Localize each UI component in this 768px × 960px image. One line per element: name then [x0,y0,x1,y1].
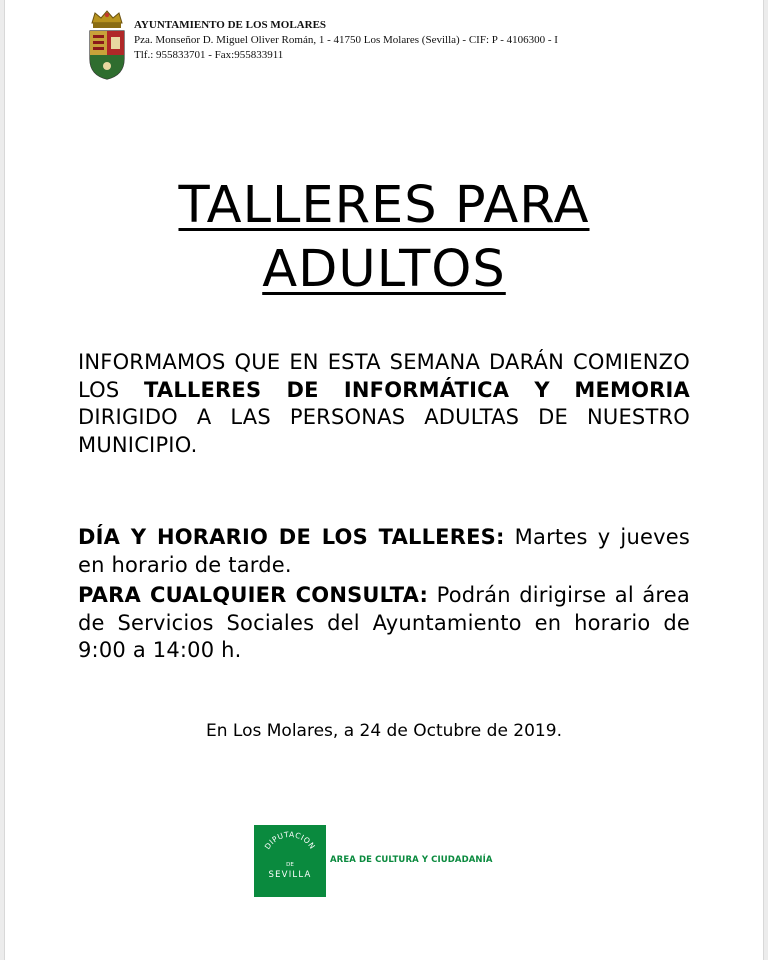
intro-highlight-memory: MEMORIA [574,377,690,402]
schedule-label: DÍA Y HORARIO DE LOS TALLERES: [78,525,505,549]
intro-paragraph [78,349,690,459]
municipality-name: AYUNTAMIENTO DE LOS MOLARES [134,19,327,31]
intro-text-start: INFORMAMOS QUE EN ESTA SEMANA DARÁN COMIENZO LOS [78,350,690,402]
intro-highlight-workshops: TALLERES DE INFORMÁTICA Y [143,377,550,402]
cultural-area-label: AREA DE CULTURA Y CIUDADANÍA [330,855,493,865]
municipal-crest-icon [86,9,128,81]
schedule-paragraph [78,524,690,579]
municipality-address: Pza. Monseñor D. Miguel Oliver Román, 1 - 41750 Los Molares (Sevilla) - CIF: P - 4106300 - I [134,34,558,46]
intro-text-end: DIRIGIDO A LAS PERSONAS ADULTAS DE NUESTRO MUNICIPIO. [78,405,690,457]
logo-de-text: DE [286,862,294,868]
logo-city-text: SEVILLA [268,870,312,880]
diputacion-sevilla-logo [254,825,326,897]
contact-label: PARA CUALQUIER CONSULTA: [78,583,429,607]
contact-text: Podrán dirigirse al área de Servicios Sociales del Ayuntamiento en horario de 9:00 a 14:00 h. [78,583,690,662]
page-title [0,174,768,302]
schedule-text: Martes y jueves en horario de tarde. [78,525,690,577]
svg-text:DIPUTACION [263,830,317,851]
logo-arc-text: DIPUTACION [262,829,318,851]
title-line-2: ADULTOS [262,240,506,299]
document-page [4,0,764,960]
intro-space [550,378,575,402]
title-line-1: TALLERES PARA [178,176,590,235]
diputacion-logo-icon [254,825,326,897]
municipality-phone: Tlf.: 955833701 - Fax:955833911 [134,49,284,61]
place-date: En Los Molares, a 24 de Octubre de 2019. [206,721,562,741]
contact-paragraph [78,582,690,665]
